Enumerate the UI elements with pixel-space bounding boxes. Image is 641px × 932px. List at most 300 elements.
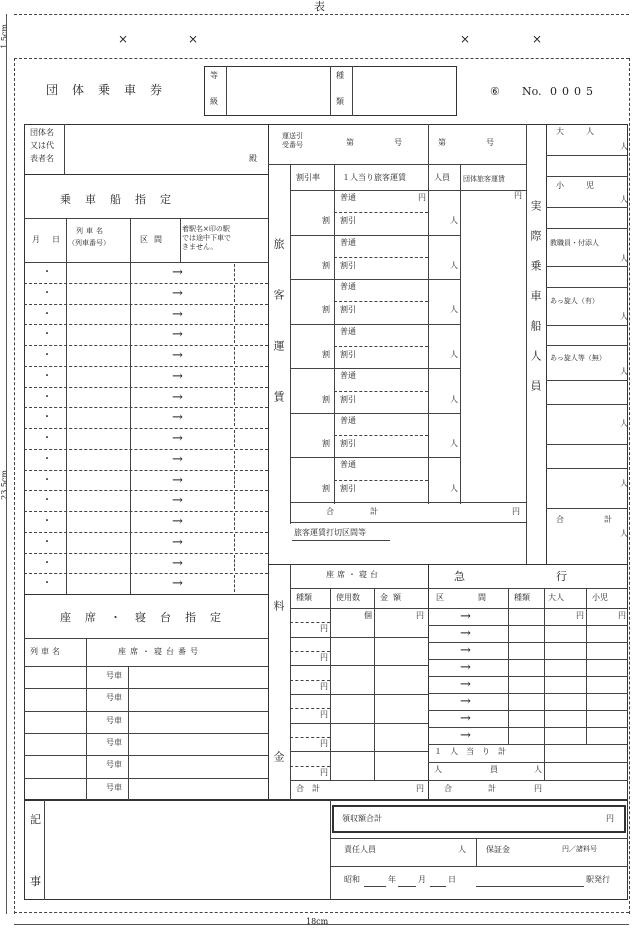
express-arrow: → — [460, 694, 471, 709]
express-people-unit: 人 — [534, 765, 542, 774]
actual-child-unit: 人 — [620, 195, 628, 204]
train-row-arrow: → — [172, 368, 183, 384]
fare-discount: 割引 — [340, 216, 356, 226]
fare-total-yen: 円 — [512, 507, 520, 516]
bottom-dimension: 18cm — [306, 917, 329, 926]
train-row-line — [24, 532, 268, 533]
fare-normal: 普通 — [340, 282, 356, 292]
express-total-yen: 円 — [534, 784, 542, 793]
actual-row-7 — [546, 325, 628, 326]
date-line-year — [364, 886, 386, 887]
fare-group-line — [290, 235, 460, 236]
fare-nin: 人 — [450, 216, 458, 226]
seat-car: 号車 — [106, 738, 122, 747]
train-row-tick — [234, 534, 235, 551]
seat-car: 号車 — [106, 715, 122, 725]
fare-normal: 普通 — [340, 237, 356, 247]
fare-normal: 普通 — [340, 371, 356, 381]
express-row-line — [428, 710, 628, 711]
express-arrow: → — [460, 626, 471, 641]
fare-total-bottom — [290, 522, 526, 523]
outer-bottom-edge — [14, 912, 629, 913]
fare-discount: 割引 — [340, 305, 356, 315]
train-row-tick — [234, 368, 235, 385]
express-row-line — [428, 693, 628, 694]
col-section: 区間 — [140, 235, 168, 244]
train-row-line — [24, 366, 268, 367]
cross-mark-4: × — [532, 32, 543, 46]
fare-nin: 人 — [450, 483, 458, 493]
col-train-no: （列車番号） — [68, 239, 110, 247]
charges-unit-yen: 円 — [416, 611, 424, 620]
charge-row-line — [290, 637, 428, 638]
seat-header-bottom — [24, 666, 268, 667]
issue-station: 駅発行 — [586, 875, 610, 884]
express-row-line — [428, 642, 628, 643]
actual-row-5 — [546, 266, 628, 267]
transfer-line1: 運送引 — [282, 132, 303, 140]
train-row-tick — [234, 575, 235, 592]
fare-discount: 割引 — [340, 260, 356, 270]
train-row-line — [24, 573, 268, 574]
fare-nin: 人 — [450, 439, 458, 449]
express-header: 急 行 — [454, 570, 573, 583]
train-row-arrow: → — [172, 348, 183, 363]
group-name-line3: 表者名 — [30, 154, 54, 163]
train-row-tick — [234, 347, 235, 364]
train-section-title: 乗車船指定 — [60, 193, 185, 206]
fare-discount: 割引 — [340, 483, 356, 493]
top-perforation — [14, 14, 629, 15]
express-row-line — [428, 625, 628, 626]
responsible-label: 責任人員 — [344, 845, 376, 854]
charge-yen: 円 — [320, 710, 328, 720]
outer-left-edge — [14, 58, 15, 914]
left-col-divider — [268, 124, 269, 800]
ticket-title: 団体乗車券 — [46, 83, 177, 97]
express-total: 合 計 — [444, 784, 499, 793]
train-row-tick — [234, 513, 235, 530]
receipt-total-yen: 円 — [606, 814, 614, 823]
seat-car: 号車 — [106, 693, 122, 703]
train-row-dot: ・ — [42, 433, 52, 444]
grade-label-2: 級 — [210, 97, 218, 106]
train-row-tick — [234, 285, 235, 302]
transfer-no-2: 第 号 — [438, 138, 498, 147]
charge-yen: 円 — [320, 624, 328, 634]
group-name-sep — [64, 124, 65, 174]
responsible-unit: 人 — [458, 845, 466, 854]
train-row-arrow: → — [172, 265, 183, 280]
circle-mark: ⑥ — [490, 85, 500, 98]
train-row-arrow: → — [172, 514, 183, 529]
train-row-arrow: → — [172, 534, 183, 550]
train-row-line — [24, 428, 268, 429]
fare-col-group-fare: 団体旅客運賃 — [463, 175, 505, 183]
train-row-line — [24, 387, 268, 388]
fare-normal: 普通 — [340, 460, 356, 470]
charges-unit-ko: 個 — [364, 611, 372, 620]
fare-discount: 割引 — [340, 350, 356, 359]
charge-yen: 円 — [320, 681, 328, 691]
actual-row-8 — [546, 345, 628, 346]
fare-group-line — [290, 457, 460, 458]
fare-mid-line — [334, 257, 428, 258]
fare-nin: 人 — [450, 394, 458, 404]
fare-col-people: 人員 — [434, 173, 450, 182]
fare-normal: 普通 — [340, 193, 356, 202]
train-note-3: きません。 — [182, 243, 218, 251]
charges-total-top — [290, 780, 628, 781]
deposit-unit: 円／諸料号 — [562, 845, 597, 853]
actual-staff: 教職員・付添人 — [550, 239, 599, 247]
grade-sep — [226, 66, 227, 116]
actual-row-4 — [546, 228, 628, 229]
train-row-tick — [234, 472, 235, 489]
date-year: 年 — [388, 875, 396, 884]
charges-top — [268, 564, 628, 565]
train-row-dot: ・ — [42, 329, 52, 341]
charge-row-line — [290, 751, 428, 752]
kind-sep-2 — [352, 66, 353, 116]
train-row-line — [24, 345, 268, 346]
fare-col-rate: 割引率 — [296, 173, 320, 182]
actual-row-1 — [546, 155, 628, 156]
charge-mid-line — [290, 622, 330, 623]
train-row-line — [24, 304, 268, 305]
train-row-dot: ・ — [42, 516, 52, 527]
tear-line — [14, 58, 629, 59]
actual-row-11 — [546, 444, 628, 445]
train-col-3 — [180, 218, 181, 262]
responsible-sep — [476, 838, 477, 866]
train-row-arrow: → — [172, 451, 183, 467]
fare-wari: 割 — [322, 350, 330, 359]
charges-side-sep — [290, 564, 291, 800]
express-col-kind: 種類 — [514, 593, 530, 602]
charge-mid-line — [290, 737, 330, 738]
fare-mid-line — [334, 391, 428, 392]
express-col-adult: 大人 — [548, 593, 564, 602]
train-row-dot: ・ — [42, 412, 52, 424]
seat-car: 号車 — [106, 671, 122, 680]
train-row-line — [24, 324, 268, 325]
charge-yen: 円 — [320, 767, 328, 777]
train-col-2 — [130, 218, 131, 594]
group-name-line1: 団体名 — [30, 128, 54, 137]
charge-row-line — [290, 723, 428, 724]
train-row-line — [24, 407, 268, 408]
express-row-line — [428, 676, 628, 677]
charges-col-used: 使用数 — [336, 593, 360, 602]
honorific: 殿 — [249, 154, 257, 163]
train-row-tick — [234, 451, 235, 468]
express-adult-yen: 円 — [576, 611, 584, 620]
seat-col-train: 列車名 — [30, 647, 63, 656]
fare-group-yen: 円 — [514, 191, 522, 200]
train-row-dot: ・ — [42, 453, 52, 465]
train-note-2: では途中下車で — [182, 234, 231, 242]
actual-adult: 大 人 — [556, 127, 596, 136]
transfer-bottom — [268, 164, 526, 165]
actual-blank-unit-2: 人 — [620, 479, 628, 488]
responsible-top — [330, 838, 628, 839]
fare-group-line — [290, 413, 460, 414]
fare-mid-line — [334, 435, 428, 436]
fare-col-per-person: １人当り旅客運賃 — [342, 173, 406, 182]
fare-wari: 割 — [322, 394, 330, 404]
train-row-dot: ・ — [42, 287, 52, 299]
date-line-day — [430, 886, 446, 887]
actual-row-9 — [546, 380, 628, 381]
fare-mid-line — [334, 301, 428, 302]
notes-label-1: 記 — [30, 813, 41, 826]
charge-yen: 円 — [320, 653, 328, 662]
actual-staff-unit: 人 — [620, 254, 628, 263]
fare-normal: 普通 — [340, 326, 356, 336]
actual-row-12 — [546, 468, 628, 469]
train-row-tick — [234, 555, 235, 572]
seat-col-1 — [86, 638, 87, 800]
train-row-line — [24, 470, 268, 471]
express-arrow: → — [460, 660, 471, 675]
express-col-c — [586, 588, 587, 744]
group-name-line2: 又は代 — [30, 141, 54, 150]
fare-group-line — [290, 368, 460, 369]
train-col-1 — [66, 218, 67, 594]
cross-mark-3: × — [460, 32, 471, 46]
train-row-dot: ・ — [42, 557, 52, 569]
charges-col-kind: 種類 — [296, 593, 312, 602]
notes-label-2: 事 — [30, 875, 41, 888]
fare-yen: 円 — [418, 193, 426, 202]
actual-side-label: 実際乗車船人員 — [529, 200, 542, 410]
right-col-divider — [546, 124, 547, 564]
actual-guide-free-unit: 人 — [620, 367, 628, 376]
grade-label-1: 等 — [210, 71, 218, 80]
fare-wari: 割 — [322, 260, 330, 270]
seat-car: 号車 — [106, 782, 122, 792]
express-arrow: → — [460, 609, 471, 624]
group-bottom — [24, 174, 268, 175]
date-showa: 昭和 — [344, 875, 360, 884]
train-row-tick — [234, 264, 235, 281]
train-row-dot: ・ — [42, 474, 52, 486]
train-row-line — [24, 511, 268, 512]
fare-col-3 — [460, 164, 461, 504]
fare-nin: 人 — [450, 350, 458, 359]
fare-total-label: 合 計 — [326, 507, 381, 516]
train-row-arrow: → — [172, 431, 183, 446]
page-label: 表 — [314, 0, 325, 13]
fare-discount: 割引 — [340, 394, 356, 404]
train-row-tick — [234, 430, 235, 447]
actual-adult-unit: 人 — [620, 142, 628, 151]
date-month: 月 — [418, 875, 426, 884]
actual-row-2 — [546, 176, 628, 177]
express-people: 人 員 — [434, 765, 498, 774]
fare-side-sep — [290, 164, 291, 524]
transfer-no-1: 第 号 — [346, 138, 406, 147]
actual-child: 小 児 — [556, 181, 596, 190]
station-line — [476, 886, 584, 887]
train-row-line — [24, 490, 268, 491]
charges-seat-header: 座席・寝台 — [326, 570, 381, 579]
fare-wari: 割 — [322, 439, 330, 449]
fare-cut-underline — [292, 540, 390, 541]
seat-row-line — [24, 711, 268, 712]
train-row-dot: ・ — [42, 267, 52, 278]
fare-mid-line — [334, 346, 428, 347]
actual-row-13 — [546, 508, 628, 509]
kind-sep-1 — [330, 66, 331, 116]
actual-total-unit: 人 — [620, 529, 628, 538]
train-row-tick — [234, 409, 235, 426]
train-row-arrow: → — [172, 389, 183, 405]
cross-mark-1: × — [118, 32, 129, 46]
fare-nin: 人 — [450, 260, 458, 270]
actual-guide-paid: あっ旋人（有） — [550, 297, 599, 305]
col-month: 月 — [32, 235, 40, 244]
actual-guide-free: あっ旋人等（無） — [550, 354, 606, 362]
actual-blank-unit: 人 — [620, 419, 628, 428]
date-top — [330, 866, 628, 867]
cross-mark-2: × — [188, 32, 199, 46]
charges-side-label: 料金 — [272, 600, 285, 902]
express-arrow: → — [460, 711, 471, 726]
fare-mid-line — [334, 212, 428, 213]
train-row-dot: ・ — [42, 370, 52, 382]
express-child-yen: 円 — [618, 611, 626, 620]
train-row-dot: ・ — [42, 495, 52, 507]
fare-total-top — [290, 502, 526, 503]
train-row-arrow: → — [172, 493, 183, 509]
train-row-dot: ・ — [42, 391, 52, 403]
transfer-sep — [428, 124, 429, 164]
fare-wari: 割 — [322, 305, 330, 315]
charges-col-amount: 金額 — [380, 593, 406, 602]
fare-group-line — [290, 279, 460, 280]
train-row-dot: ・ — [42, 308, 52, 320]
number-value: 0005 — [550, 85, 598, 98]
train-row-arrow: → — [172, 285, 183, 301]
fare-nin: 人 — [450, 305, 458, 315]
express-row-line — [428, 727, 628, 728]
actual-guide-paid-unit: 人 — [620, 312, 628, 321]
actual-row-6 — [546, 287, 628, 288]
left-dimension-line — [6, 14, 7, 914]
train-row-dot: ・ — [42, 536, 52, 548]
seat-title-bottom — [24, 638, 268, 639]
fare-group-line — [290, 324, 460, 325]
top-dimension: 1.5cm — [0, 24, 9, 49]
seat-col-seatno: 座席・寝台番号 — [118, 647, 202, 656]
notes-sep — [44, 800, 45, 900]
kind-label-1: 種 — [336, 71, 344, 80]
train-row-arrow: → — [172, 410, 183, 426]
fare-col-1 — [334, 164, 335, 504]
train-row-arrow: → — [172, 576, 183, 592]
fare-header-bottom — [290, 190, 526, 191]
train-row-arrow: → — [172, 472, 183, 488]
transfer-line2: 受番号 — [282, 141, 303, 149]
charges-total: 合 計 — [296, 784, 320, 793]
express-arrow: → — [460, 677, 471, 692]
express-col-b — [544, 588, 545, 780]
charges-mid-sep — [428, 564, 429, 800]
train-row-tick — [234, 389, 235, 406]
express-col-section: 区 間 — [436, 593, 492, 602]
charges-header-bottom — [290, 608, 628, 609]
charge-mid-line — [290, 680, 330, 681]
actual-row-10 — [546, 404, 628, 405]
express-people-top — [428, 762, 628, 763]
fare-normal: 普通 — [340, 415, 356, 425]
col-train-name: 列車名 — [76, 227, 106, 235]
seat-row-line — [24, 778, 268, 779]
train-row-tick — [234, 326, 235, 343]
charge-mid-line — [290, 708, 330, 709]
train-note-1: 着駅名×印の駅 — [182, 225, 230, 233]
number-label: No. — [522, 85, 542, 98]
seat-car: 号車 — [106, 760, 122, 770]
charge-row-line — [290, 665, 428, 666]
charges-row-1 — [290, 588, 628, 589]
fare-side-label: 旅客運賃 — [272, 238, 285, 442]
receipt-total-label: 領収額合計 — [342, 814, 382, 823]
express-row-line — [428, 659, 628, 660]
fare-discount: 割引 — [340, 439, 356, 449]
bottom-dimension-line — [14, 924, 629, 925]
express-arrow: → — [460, 643, 471, 658]
fare-col-2 — [428, 164, 429, 504]
date-line-month — [398, 886, 416, 887]
date-day: 日 — [448, 875, 456, 884]
train-row-dot: ・ — [42, 350, 52, 361]
seat-row-line — [24, 688, 268, 689]
express-col-a — [508, 588, 509, 744]
col-day: 日 — [52, 235, 60, 244]
outer-right-edge — [629, 58, 630, 914]
train-row-tick — [234, 492, 235, 509]
fare-wari: 割 — [322, 483, 330, 493]
train-title-bottom — [24, 218, 268, 219]
seat-row-line — [24, 755, 268, 756]
actual-row-3 — [546, 207, 628, 208]
express-per-top — [428, 744, 628, 745]
train-row-dot: ・ — [42, 578, 52, 590]
train-row-arrow: → — [172, 555, 183, 571]
seat-row-line — [24, 733, 268, 734]
fare-wari: 割 — [322, 216, 330, 226]
charge-row-line — [290, 694, 428, 695]
train-row-tick — [234, 306, 235, 323]
actual-total: 合 計 — [556, 515, 620, 524]
charges-total-yen: 円 — [416, 784, 424, 793]
seat-section-title: 座席・寝台指定 — [60, 611, 235, 624]
train-bottom — [24, 594, 268, 595]
train-row-line — [24, 553, 268, 554]
left-dimension: 23.5cm — [0, 470, 9, 500]
train-row-line — [24, 283, 268, 284]
kind-label-2: 類 — [336, 97, 344, 106]
train-row-arrow: → — [172, 306, 183, 322]
train-row-arrow: → — [172, 327, 183, 343]
charge-yen: 円 — [320, 739, 328, 748]
express-col-child: 小児 — [592, 593, 608, 602]
deposit-label: 保証金 — [486, 845, 510, 854]
fare-right-edge — [526, 124, 527, 564]
